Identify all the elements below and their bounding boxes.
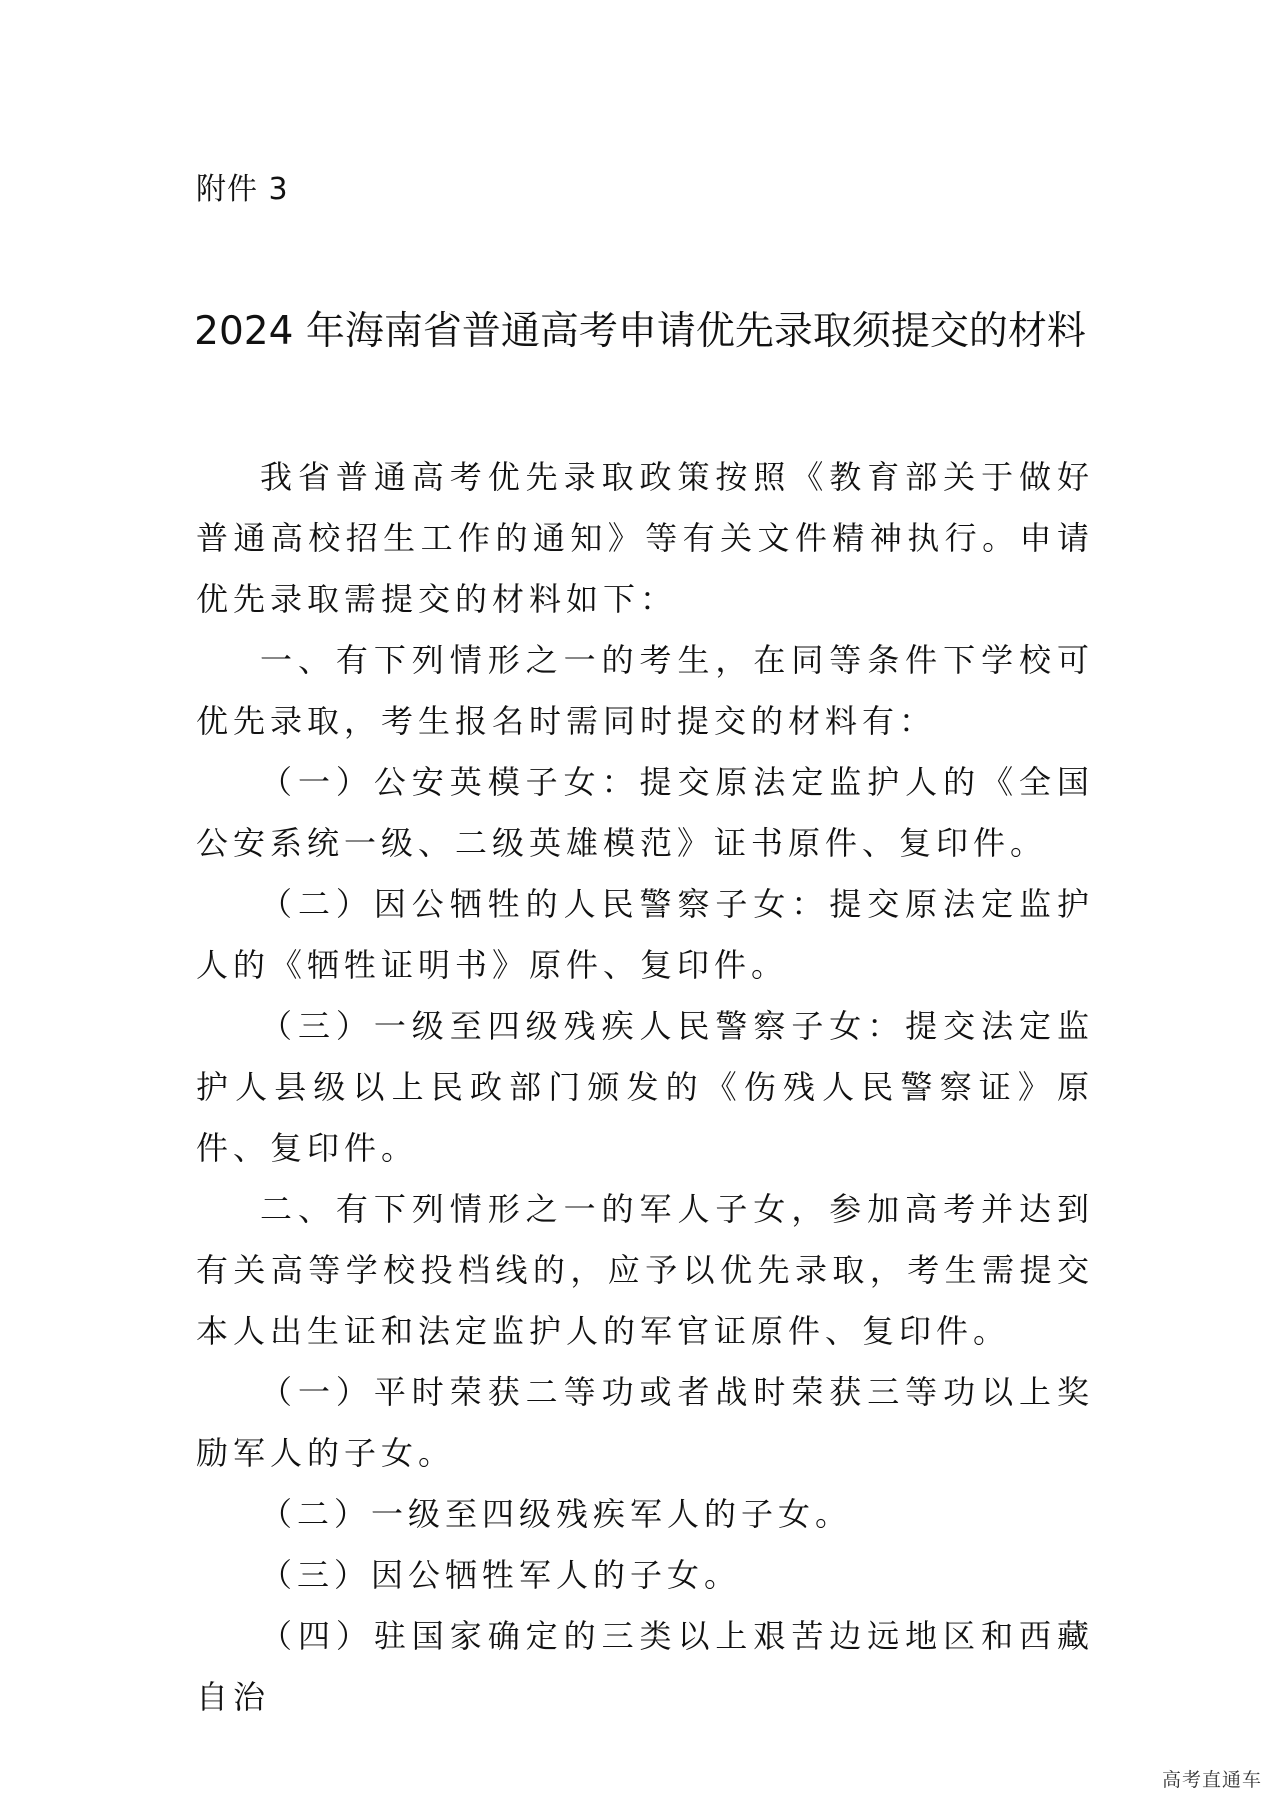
attachment-label: 附件 3 xyxy=(196,172,289,207)
paragraph-item-2-3: （三）因公牺牲军人的子女。 xyxy=(260,1556,742,1594)
paragraph-item-1-3: （三）一级至四级残疾人民警察子女：提交法定监护人县级以上民政部门颁发的《伤残人民警察证》原件、复印件。 xyxy=(196,1007,1094,1167)
paragraph-intro: 我省普通高考优先录取政策按照《教育部关于做好普通高校招生工作的通知》等有关文件精神执行。申请优先录取需提交的材料如下： xyxy=(196,458,1094,618)
document-body xyxy=(196,447,1094,1728)
paragraph-section-2: 二、有下列情形之一的军人子女，参加高考并达到有关高等学校投档线的，应予以优先录取，考生需提交本人出生证和法定监护人的军官证原件、复印件。 xyxy=(196,1190,1094,1350)
paragraph-item-2-4: （四）驻国家确定的三类以上艰苦边远地区和西藏自治 xyxy=(196,1617,1094,1716)
paragraph-item-2-1: （一）平时荣获二等功或者战时荣获三等功以上奖励军人的子女。 xyxy=(196,1373,1094,1472)
document-title: 2024 年海南省普通高考申请优先录取须提交的材料 xyxy=(194,309,1086,354)
watermark-text: 高考直通车 xyxy=(1161,1769,1262,1791)
paragraph-section-1: 一、有下列情形之一的考生，在同等条件下学校可优先录取，考生报名时需同时提交的材料有： xyxy=(196,641,1094,740)
paragraph-item-1-2: （二）因公牺牲的人民警察子女：提交原法定监护人的《牺牲证明书》原件、复印件。 xyxy=(196,885,1094,984)
paragraph-item-1-1: （一）公安英模子女：提交原法定监护人的《全国公安系统一级、二级英雄模范》证书原件、复印件。 xyxy=(196,763,1094,862)
paragraph-item-2-2: （二）一级至四级残疾军人的子女。 xyxy=(260,1495,853,1533)
